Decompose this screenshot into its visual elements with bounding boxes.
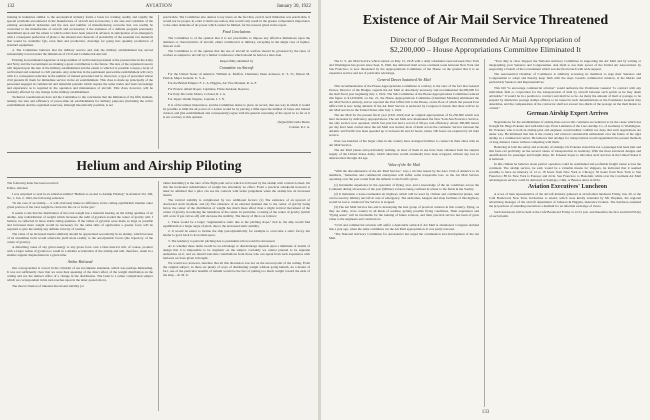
left-running-title: AVIATION	[145, 4, 173, 9]
paragraph: For Italy: Riccardo Moizo, Colonel, R. I. A.	[168, 91, 226, 96]
paragraph: This bill "to encourage commercial aviation" would authorize the Postmaster General "to contract with any individual, firm or corporation for the transportation of mail by aircraft between such points as he may deem advisable." It would be in a position to contract and shall be so be. As many the amount of mail or postage, to be prepaid by distinctive postage stamps affixed, to be issued in such denominations as the Postmaster General may determine, and the compensation of the contractor shall not exceed two-thirds of the postage on the mail matter so carried."	[489, 85, 641, 110]
article-subtitle-line-2: $2,200,000 – House Appropriations Committee Eliminated It	[389, 45, 581, 54]
paragraph: For Japan: Osami Nagano, Captain, I. J. N.	[168, 97, 225, 102]
paragraph: Our correspondent is correct in his criticism of our incomplete statement, which was perhaps misleading. It was not sufficiently clear that we were then speaking of the direct effect of the weight distribution on the ceiling and not the indirect effect of a change in the distribution. The latter is a rather complicated subject which we correspondent in his turn touches upon in the letter quoted above.	[7, 266, 153, 283]
paragraph: rather instability) is the ratio of the flight path curve which is followed by the airship with controls locked. On this the horizontal redistribution of weight has absolutely no effect. From a practical standpoint however it must be admitted that a pilot can see his controls with better judgement when the airship has an increased inertia.	[163, 181, 310, 197]
dawes-subheading: General Dawes Sustained Air Mail	[377, 78, 431, 82]
paragraph: The moral criterion of inherent directional stability (or	[12, 283, 84, 288]
section-divider	[7, 177, 311, 178]
paragraph: We would not, however, interfere that all this discussion was not on the second point of the ceiling. From the original subject, as there are plenty of ways of distributing weight without going helium. As a matter of fact, one of the particular benefits of helium would be the fact of putting too much weight toward the ends of the ship.—R. M. U.	[163, 261, 310, 278]
air-mail-column-2	[489, 59, 641, 407]
committee-heading: Committee on Aircraft	[219, 65, 254, 70]
paragraph: "Civil and commercial aviation will suffer a deplorable setback if Air Mail is abandoned. Congress decided this a year ago, when the same committee cut the Air Mail appropriation. It was partly restored.	[329, 222, 479, 231]
column-separator	[158, 181, 159, 411]
column-separator	[158, 15, 159, 149]
paragraph: 2. It would be easier to incline the ship (aerodynamically for example to overcome a static force), but harder to get it back to its normal space.	[163, 229, 310, 238]
paragraph: Such luncheons will be held at the Café Boulevard Friday at 12:15 p.m. and thereafter the first and third Friday of each month.	[489, 209, 641, 218]
paragraph: 4. The Committee believes that the military service and side the military establishment has served substantially toward under the limitations of Civil and Commercial Aircraft.	[7, 48, 153, 57]
left-issue-date: January 30, 1922	[276, 4, 311, 9]
helium-article-column-2	[163, 181, 310, 411]
right-page	[321, 0, 650, 420]
paragraph: In this climate he believes about perfect operation could be established and profitable freight routes across the continent. The airship service, he said, would be a valuable means for shippers, he indicated that it seemed possible to have an itinerary of 12 to 18 hours from New York to Chicago; 50 hours from New York to San Francisco; 80 hr. New York to Europe; and 24 hr. San Francisco to Honolulu; while over the Continent Air Mail advantageous service could be delivered at Santiago, Chili, or Buenos Aires in 90 hr.	[489, 162, 641, 183]
left-page	[0, 0, 318, 420]
paragraph: (3) The Air Mail Service has and is developing the best group of practical aviation in this country, flying, as they are daily, cross country in all kinds of weather, getting possible flying conditions. Their experience and "flying sense" will be invaluable for the training of future aviators, and their practical service has been of great value to the engineers and constructors.	[329, 205, 479, 222]
paragraph: This recommendation of the House Appropriations Committee is contrary to the view of the fact that General Dawes, Director of the Budget, regards the Air Mail as absolutely necessary and recommended $2,200,000 for the mail fiscal year beginning July 1, 1922. The Sub-Committee of the House Appropriations Committee reduced this figure to $1,250,000, on Jan. 21, the House Appropriations Committee (Chairman Madden) eliminated the Air Mail Service entirely, and so reported the Post Office bill to the House, on the floor of which the present Post Office bill is now being debated. If the Air Mail Service is endorsed by Congress it means that there will be no Air Mail service in the United States after July 1, 1922.	[329, 84, 479, 112]
respectfully-submitted: Respectfully submitted by	[219, 58, 254, 63]
paragraph: The value of an increased inertia similarly should be appreciated secondarily in an airship, which because of its streamline form would otherwise yield more readily to the aerodynamic forces (the trajectory of the center of gravity).	[7, 231, 153, 244]
paragraph: The vertical stability is complicated by two additional factors: (1) The existence of an upward of downward static moment, and (2) The existence of an external moment due to the center of gravity being below the center of the distribution of weight has much more effect than a slight vertical movement of the center of gravity in reducing the tremulous of the center. In particular, a raising of the center of gravity (which will occur if gas valves off) will decrease the stability. The theory of this is as follows:	[163, 198, 310, 219]
paragraph: 3. The tendency to periodic pitching due to pendulum action would be decreased.	[168, 238, 276, 243]
paragraph: For the British Empire: F. C. A. Higgins, Air Vice Marshal, R. A. F.	[168, 81, 257, 86]
paragraph: The Committee is of the opinion that it is not practicable to impose any effective limitations upon the numbers or characteristics of aircraft, either commercial or military, excepting in the single case of lighter-than-air craft.	[163, 36, 310, 48]
left-page-number: 132	[7, 4, 15, 9]
aircraft-report-column-1	[7, 15, 153, 149]
paragraph: (1) Invaluable experience in the operation of flying over, and a knowledge of the air conditions across the Continent during all seasons of the year (Military aviators being confined in winter to the fields in the South);	[329, 182, 479, 191]
paragraph: Negotiations for the establishment of airship lines across this continent are believed to be the cause which has brought Dr. Hugo Eckener and with him Capt. Ernst Lehmann of the Luso Airship Co. of Germany to Washington. Dr. Eckener, who is both an airship pilot and engineer, would neither confirm nor deny that such negotiations are under way. He intimated that this is the country and evinced considerable enthusiasm over the future of the rigid airship as a commercial carrier. He believes that airships for transportation would supplement the present methods of long distance routes without competing with them.	[489, 119, 641, 144]
german-airship-heading: German Airship Expert Arrives	[526, 111, 609, 118]
paragraph: The following letter has been received:	[7, 181, 59, 185]
value-subheading: Value of the Air Mail	[388, 163, 420, 168]
section-divider	[7, 152, 311, 153]
paragraph: The Aeronautical Chamber of Commerce is similarly accessing its members to urge their Senators and Congressmen to adopt and thereby keep faith with the steps towards commercial aviation, is the Merits and particularly Senators and Representatives.	[489, 72, 641, 85]
author-signature: Arthur Halstead	[67, 260, 93, 265]
air-mail-article-title: Existence of Air Mail Service Threatened	[362, 13, 609, 28]
paragraph: For France: Albert Roper, Capitaine, Pilote Aviateur, Reserve.	[168, 86, 250, 91]
paragraph: 1. There would be a larger "augmentative static due to the pitching slope," that is, the ship would find equilibrium at a larger angle of pitch, due to the decreased static stability.	[163, 219, 310, 228]
paragraph: I was surprised to read in an editorial entitled "Helium as an Aid to Airship Piloting" in Aviation Vol. XII, No. 1, Jan. 2, 1922, the following sentence:	[7, 191, 153, 200]
editor-salutation: Editor, Aviation	[7, 186, 28, 191]
helium-article-column-1	[7, 181, 153, 411]
paragraph: "In the case of an airship — it will obviously make no difference in the ceiling equilibrium whether outer given portion of the total weight be carried in the car or in the gas."	[7, 201, 153, 210]
paragraph: The U. S. Air Mail Service which started on May 15, 1918 with a daily scheduled route between New York and Washington has grown since Sept. 8, 1920, has delivered mail across continent route between New York and San Francisco, is now threatened by the Appropriations Committee of the House on the ground that it is an expensive service and not of particular advantage.	[329, 59, 479, 75]
final-conclusions-heading: Final Conclusions	[222, 30, 251, 34]
paragraph: "Your duty is clear. Support the National Advisory Committee in supporting the Air Mail and by writing or telegraphing your Senators and Congressmen. Ask them to use their power of the United Air Associations by supporting a branch of the Government which was the first branch with wide support.	[489, 59, 641, 71]
paragraph: Believing in both the safety and economy of airships, Dr. Eckener stated that not a passenger had been hurt and that fares ran profitably on the several routes of transportation in Germany. With the most advanced designs and qualifications for passenger and freight ships, Dr. Eckener hopes to introduce such services in the United States it is believed.	[489, 144, 641, 161]
paragraph: It is of the utmost importance, and the Committee desire to place on record, that one way in which it would be possible to limit the air power of a nation would be by placing a limit upon the number of bases and trained aviators and (the establishment and consequently) agree with the general reasoning of the report in so far as it is not contrary to this opinion.	[163, 102, 310, 119]
paragraph: A score of men representative of the aircraft industry gathered at an informal luncheon Friday, Jan. 20, at the Café Boulevard, New York. Invitations to attend, which were kindly extended by Mr. Hopkins, the regional advertising manager of the aircraft department of Johnson & Higgins, insurance brokers. The luncheon assumed the proportions of attending executives a medium for an informal exchange of views.	[489, 192, 641, 209]
paragraph: practicable. The Committee also desires to lay stress on the fact that, even if such limitation was practicable, it would not be proper, in order to limit one nation, that would only result in the greater comparative importance to the other elements of air power which cannot be limited, for the reasons given in the report.	[163, 15, 310, 27]
left-header-rule	[7, 12, 311, 13]
paragraph: (2) It maintains a trans-continental air highway which will be used by civilian and commercial planes, and can be used by military aircraft in case of emergency. The airdromes, hangars and shop facilities of this highway would be lost to aviation if the Service is stopped.	[329, 191, 479, 204]
paragraph: The Committee is of the opinion that the use of aircraft in warfare should be governed by the rules of warfare as adapted to aircraft by a further Conference which should be held at a later date.	[163, 49, 310, 58]
column-separator	[484, 59, 485, 407]
article-subtitle-line-1: Director of Budget Recommended Air Mail Appropriation of	[390, 35, 581, 44]
paragraph: For the United States of America: William A. Moffett, Chairman; Dean Acheson, U. S. N.; Mason M. Patrick, Major General, U. S. A.	[163, 71, 310, 80]
paragraph: The Air Mail for the present fiscal year (1921-1922) had an original appropriation of $1,250,000 which was later increased by deficiency appropriations. The Air Mail now maintained the New York-San Francisco Service, the only service now operated, which last year has had a record of 98 per cent efficiency. About 300,000 letters per day have been carried since the Air Mail was started, most of them across the continent. Service between the Atlantic and Pacific has been speeded up to between 40 and 22 hours, where 100 hours are required by all train service.	[329, 113, 479, 138]
right-page-number: 133	[481, 410, 490, 415]
paragraph: A disturbing cause of any given energy or any given force over a time interval will, of course, produce with a larger radius of gyration to result in a smaller acceleration of the airship and will, therefore, result in a smaller angular displacement in a given time.	[7, 245, 153, 258]
paragraph: The Air Mail planes and particularly nothing, as most of them in use have been obtained from the surplus supply of the United States Army, which otherwise would eventually have been scrapped, without any loss in deterioration through old age.	[329, 148, 479, 161]
paragraph: "The National Advisory Committee for Aeronautics has urged the continuation and development of the Air Mail.	[329, 232, 479, 241]
paragraph: As to whether these items would be an advantage or disadvantage depends upon a multitude of details of design that it is impossible to be dogmatic on the subject. Certainly we cannot pretend to be supreme authorities on it, and we should welcome contributions from those who can speak from such experience with balloons we have given it thought.	[163, 243, 310, 260]
luncheon-heading: Aviation Executives' Luncheon	[527, 183, 608, 190]
aircraft-report-column-2	[163, 15, 310, 149]
helium-article-title: Helium and Airship Piloting	[76, 158, 242, 173]
paragraph: training in industries similar to the aeronautical industry forms a basis for training readily and rapidly the special problems encountered in the manufacture of aircraft and accessories; a the size and condition of the existing aeronautical industries and the size and number of manufacturing concerns that can readily be converted to the manufacture of aircraft and accessories; d the existence of a definite program previously determined upon and the extent to which orders have been placed in advance in anticipation of an emergency with a consequent perfection of plans; e the amount and character of probability of the essential raw materials that would be available: fgh, even then and production, drawings for going into quantity production of standard equipment.	[7, 15, 153, 47]
paragraph: Existing Governmental Agencies: A large number of well trained personnel at the present time in the Army and Navy and the Government are making a great contribution to the future. The size of the organized reserve will depend upon the size of the military establishment and the extent to which it is possible to keep a body of well trained and returned to civil pursuits. Any reduction in the permanent peace-time establishment will carry with it a consequent reduction in the number of trained personnel and is, moreover, a type of personnel whose civil pursuits fit them for immediate service in the air establishment. This class is made up principally of the personnel engaged in commercial and industrial pursuits which require the same trades and basic knowledge and experience as is required in the operation and maintenance of aircraft. This class, however, will be seriously affected by any change in the military establishment.	[7, 57, 153, 94]
left-running-header	[7, 4, 311, 12]
signature-rank: Colonel, R. I. A.	[289, 125, 310, 130]
air-mail-column-1	[329, 59, 479, 407]
paragraph: It seems to me that the distribution of the total weight has a material bearing on the riding qualities of an airship. Any redistribution of weight which increases the radii of gyration around the center of gravity will, I believe, be reflected in more stable riding qualities. If the radius of gyration were made as large as possible and increased more weight would be necessary for the same time of application a greater force will be required to give the airship any definite velocity of rotation.	[7, 210, 153, 231]
paragraph: "With the discontinuance of the Air Mail Service," says a circular issued by the Aero Club of America to its members, "industries and commercial enterprises will suffer some irreparable loss, as the Air Mail Service operating over the year round from the Atlantic to the Pacific gives:	[329, 169, 479, 182]
paragraph: Over one hundred of the larger cities in the country have arranged facilities to connect in their cities with an Air Mail Service.	[329, 138, 479, 147]
paragraph: Technical considerations have led the Committee to the conclusion that the limitation of the fifth element, namely, the size and efficiency of peace-time air establishments for military purposes (including the active establishment and the organized reserves), although theoretically possible, is not	[7, 95, 153, 108]
signature: (Signed) Riccardo Moizo	[277, 120, 310, 125]
